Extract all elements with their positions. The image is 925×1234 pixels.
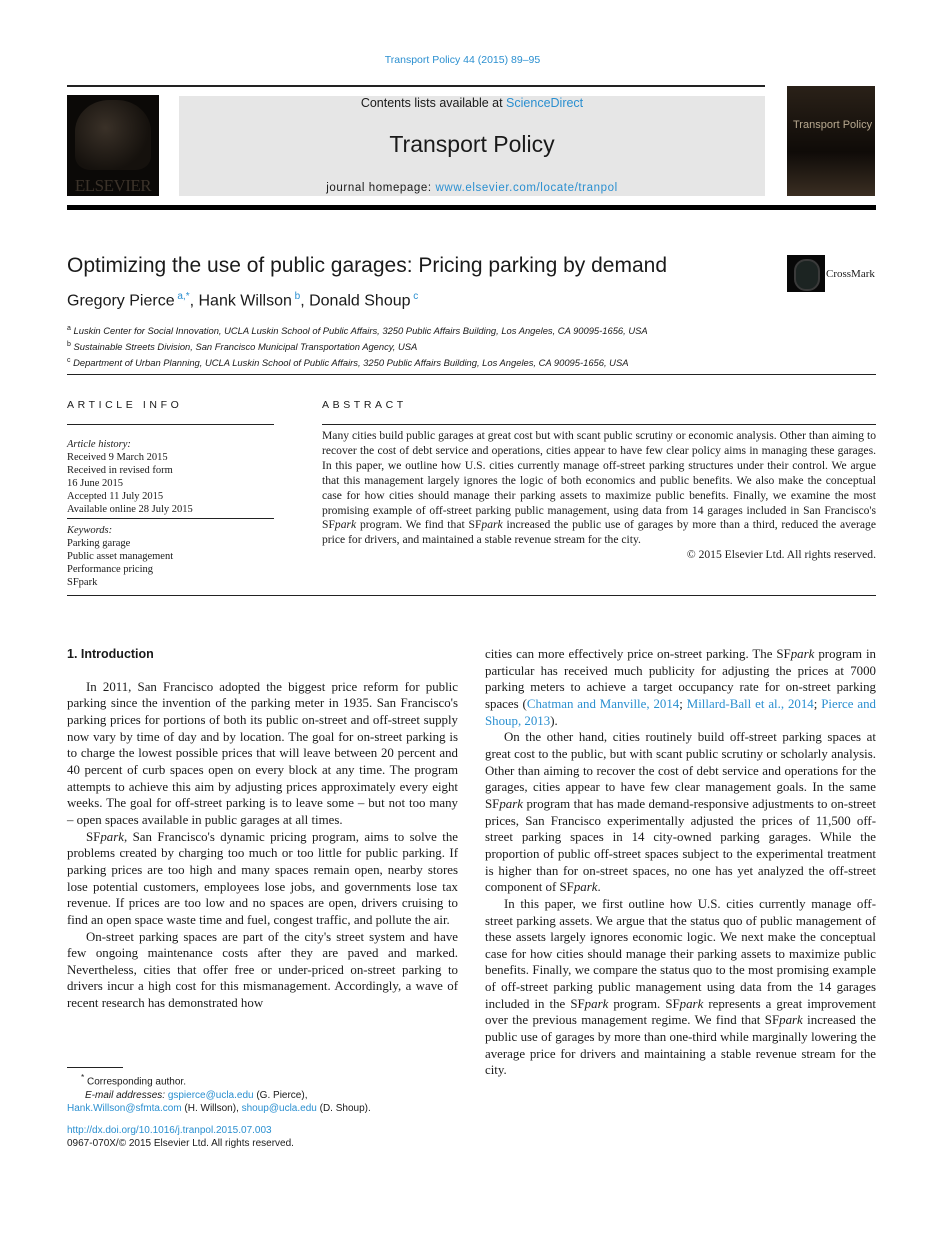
citation-link[interactable]: Millard-Ball et al., 2014 <box>686 696 814 711</box>
article-info <box>67 438 274 589</box>
author-affiliation-link[interactable]: a,* <box>177 291 190 302</box>
author-affiliation-link[interactable]: b <box>294 291 301 302</box>
footnotes: * Corresponding author. E-mail addresses: gspierce@ucla.edu (G. Pierce), Hank.Willson@sfmta.com (H. Willson), shoup@ucla.edu (D. Shoup). http://dx.doi.org/10.1016/j.tranpol.2015.07.003 0967-070X/© 2015 Elsevier Ltd. All rights reserved. <box>67 1072 371 1150</box>
homepage-link[interactable]: www.elsevier.com/locate/tranpol <box>435 182 618 194</box>
copyright: © 2015 Elsevier Ltd. All rights reserved. <box>686 548 876 562</box>
divider <box>322 424 876 425</box>
header-thick-rule <box>67 205 876 210</box>
text-run: On the other hand, cities routinely build off-street parking spaces at great cost to the public, but with scant public scrutiny or scholarly analysis. Other than aiming to recover the cost of debt service and operations for the garages, cities appear to have few clear management goals. In the same SF <box>485 730 876 811</box>
sciencedirect-link[interactable]: ScienceDirect <box>506 96 584 110</box>
keyword: SFpark <box>67 577 98 588</box>
abstract <box>322 429 876 563</box>
text-run: park <box>334 518 357 532</box>
publisher-logo-text: ELSEVIER <box>74 176 152 195</box>
divider <box>67 374 876 375</box>
text-run: park <box>790 647 815 661</box>
text-run: cities can more effectively price on-street parking. The SF <box>485 647 791 661</box>
text-run: increased the public use of garages by more than a third, reduced the average price for drivers, and maintained a stable revenue stream for the city. <box>322 518 876 547</box>
divider <box>67 424 274 425</box>
text-run: program. We find that SF <box>356 518 482 532</box>
journal-cover-image <box>787 86 875 196</box>
text-run: On-street parking spaces are part of the city's street system and have few ongoing maintenance costs after they are paved and marked. Nevertheless, cities that offer free or under-priced on-street parking to drivers incur a high cost for this mismanagement. Accordingly, a wave of recent research has demonstrated how <box>67 929 458 1011</box>
author-name: Donald Shoup <box>309 292 411 310</box>
footnote-rule <box>67 1067 123 1068</box>
section-heading: 1. Introduction <box>67 647 154 661</box>
contents-line <box>179 96 765 110</box>
text-run: park <box>100 829 124 844</box>
journal-masthead <box>179 96 765 196</box>
body-paragraph <box>67 679 458 829</box>
history-item: 16 June 2015 <box>67 478 123 489</box>
text-run: In 2011, San Francisco adopted the biggest price reform for public parking since the invention of the parking meter in 1935. San Francisco's parking prices for portions of both its public on-street and off-street supply now vary by time of day and by location. The goal for on-street parking is to charge the lowest possible prices that will leave between 20 percent and 40 percent of curb spaces open on every block at any time. The program attempts to achieve this aim by adjusting prices approximately every eight weeks. The goal for off-street parking is to leave some – but not too many – open spaces available in public garages at all times. <box>67 679 458 827</box>
corresponding-author-note: Corresponding author. <box>84 1076 186 1088</box>
text-run: SF <box>86 829 101 844</box>
author-affiliation-link[interactable]: c <box>413 291 419 302</box>
article-info-heading: ARTICLE INFO <box>67 399 183 411</box>
crossmark-button[interactable] <box>787 255 825 292</box>
history-item: Accepted 11 July 2015 <box>67 491 164 502</box>
citation-link[interactable]: Pierce and Shoup, 2013 <box>485 696 876 728</box>
abstract-heading: ABSTRACT <box>322 399 407 411</box>
divider <box>67 595 876 596</box>
elsevier-logo <box>67 95 159 196</box>
email-link[interactable]: shoup@ucla.edu <box>241 1102 317 1114</box>
history-item: Available online 28 July 2015 <box>67 504 193 515</box>
email-link[interactable]: gspierce@ucla.edu <box>167 1089 254 1101</box>
affiliation: $^b$ Sustainable Streets Division, San Francisco Municipal Transportation Agency, USA <box>67 341 418 353</box>
crossmark-label[interactable]: CrossMark <box>826 268 875 280</box>
issn-copyright: 0967-070X/© 2015 Elsevier Ltd. All rights reserved. <box>67 1138 294 1150</box>
body-paragraph <box>67 829 458 929</box>
affiliation: $^a$ Luskin Center for Social Innovation, UCLA Luskin School of Public Affairs, 3250 Public Affairs Building, Los Angeles, CA 90095-1656, USA <box>67 325 648 337</box>
affiliations <box>67 322 648 370</box>
keyword: Public asset management <box>67 551 174 562</box>
homepage-line <box>179 182 765 194</box>
text-run: park <box>679 996 704 1011</box>
journal-name: Transport Policy <box>389 131 555 157</box>
article-title: Optimizing the use of public garages: Pricing parking by demand <box>67 254 667 277</box>
keywords-label: Keywords: <box>67 525 113 536</box>
body-right-column <box>485 646 876 1079</box>
text-run: , San Francisco's dynamic pricing program, aims to solve the problems created by charging too much or too little for public parking. If parking prices are too high and many spaces remain open, nearby stores lose potential customers, employees lose jobs, and governments lose tax revenue. If prices are too low and no spaces are open, drivers cruising to find an open space waste time and fuel, congest traffic, and pollute the air. <box>67 829 458 927</box>
text-run: park <box>573 880 598 895</box>
abstract-text <box>322 429 876 548</box>
body-paragraph <box>485 646 876 729</box>
text-run: represents a great improvement over the previous management regime. We find that SF <box>485 996 876 1028</box>
text-run: park <box>481 518 503 532</box>
text-run: ; <box>679 696 687 711</box>
cover-title: Transport Policy <box>793 119 873 131</box>
text-run: ). <box>550 713 558 728</box>
body-left-column <box>67 646 458 1012</box>
email-label: E-mail addresses: <box>85 1089 168 1101</box>
text-run: . <box>597 880 601 895</box>
keyword: Parking garage <box>67 538 131 549</box>
text-run: program. SF <box>608 996 680 1011</box>
author-list: Gregory Pierce $^{a,*}$, Hank Willson $^b$, Donald Shoup $^c$ <box>67 291 419 310</box>
top-rule <box>67 85 765 87</box>
history-item: Received 9 March 2015 <box>67 452 168 463</box>
body-paragraph <box>485 729 876 896</box>
text-run: program in particular has received much publicity for adjusting the prices at 7000 parking meters to achieve a target occupancy rate for on-street parking spaces ( <box>485 647 876 711</box>
text-run: Many cities build public garages at great cost but with scant public scrutiny or economic analysis. Other than aiming to recover the cost of debt service and operations, cities appear to have few clear policy aims in managing these garages. In this paper, we outline how U.S. cities currently manage off-street parking structures under their control. We argue that this management largely ignores the logic of both economics and public benefits. We also make the conceptual case for how cities should manage their parking assets to maximize public benefits. Finally, we examine the most promising example of off-street parking public management, using data from 14 garages included in San Francisco's SF <box>322 429 876 532</box>
keyword: Performance pricing <box>67 564 154 575</box>
text-run: In this paper, we first outline how U.S. cities currently manage off-street parking assets. We argue that the status quo of public management of these assets largely ignores economic logic. We next make the conceptual case for how cities should manage their parking assets to maximize public benefits. Finally, we compare the status quo to the most promising example of off-street parking public management using data from the 14 garages included in the SF <box>485 896 876 1011</box>
author-name: Gregory Pierce <box>67 292 175 310</box>
text-run: park <box>584 996 609 1011</box>
body-paragraph <box>485 896 876 1079</box>
text-run: program that has made demand-responsive adjustments to on-street prices, San Francisco experimentally adjusted the prices of 11,500 off-street parking spaces in 14 city-owned parking garages. While the proportion of public off-street spaces subject to the experimental treatment is higher than for on-street spaces, no one has yet analyzed the off-street component of SF <box>485 796 876 895</box>
tree-icon <box>75 100 151 170</box>
body-paragraph <box>67 929 458 1012</box>
history-item: Received in revised form <box>67 465 173 476</box>
text-run: park <box>779 1013 803 1028</box>
doi-link[interactable]: http://dx.doi.org/10.1016/j.tranpol.2015.07.003 <box>67 1124 272 1136</box>
author-name: Hank Willson <box>198 292 292 310</box>
email-link[interactable]: Hank.Willson@sfmta.com <box>67 1102 182 1114</box>
citation-link[interactable]: Chatman and Manville, 2014 <box>526 696 680 711</box>
history-label: Article history: <box>67 439 131 450</box>
crossmark-icon <box>794 259 820 291</box>
journal-citation-link[interactable]: Transport Policy 44 (2015) 89–95 <box>384 54 541 66</box>
homepage-prefix: journal homepage: <box>326 182 436 194</box>
contents-prefix: Contents lists available at <box>360 96 507 110</box>
text-run: increased the public use of garages by more than one-third while marginally lowering the average price for drivers and maintaining a stable revenue stream for the city. <box>485 1013 876 1078</box>
affiliation: $^c$ Department of Urban Planning, UCLA Luskin School of Public Affairs, 3250 Public Affairs Building, Los Angeles, CA 90095-1656, USA <box>67 357 629 369</box>
text-run: ; <box>813 696 822 711</box>
text-run: park <box>499 796 523 811</box>
